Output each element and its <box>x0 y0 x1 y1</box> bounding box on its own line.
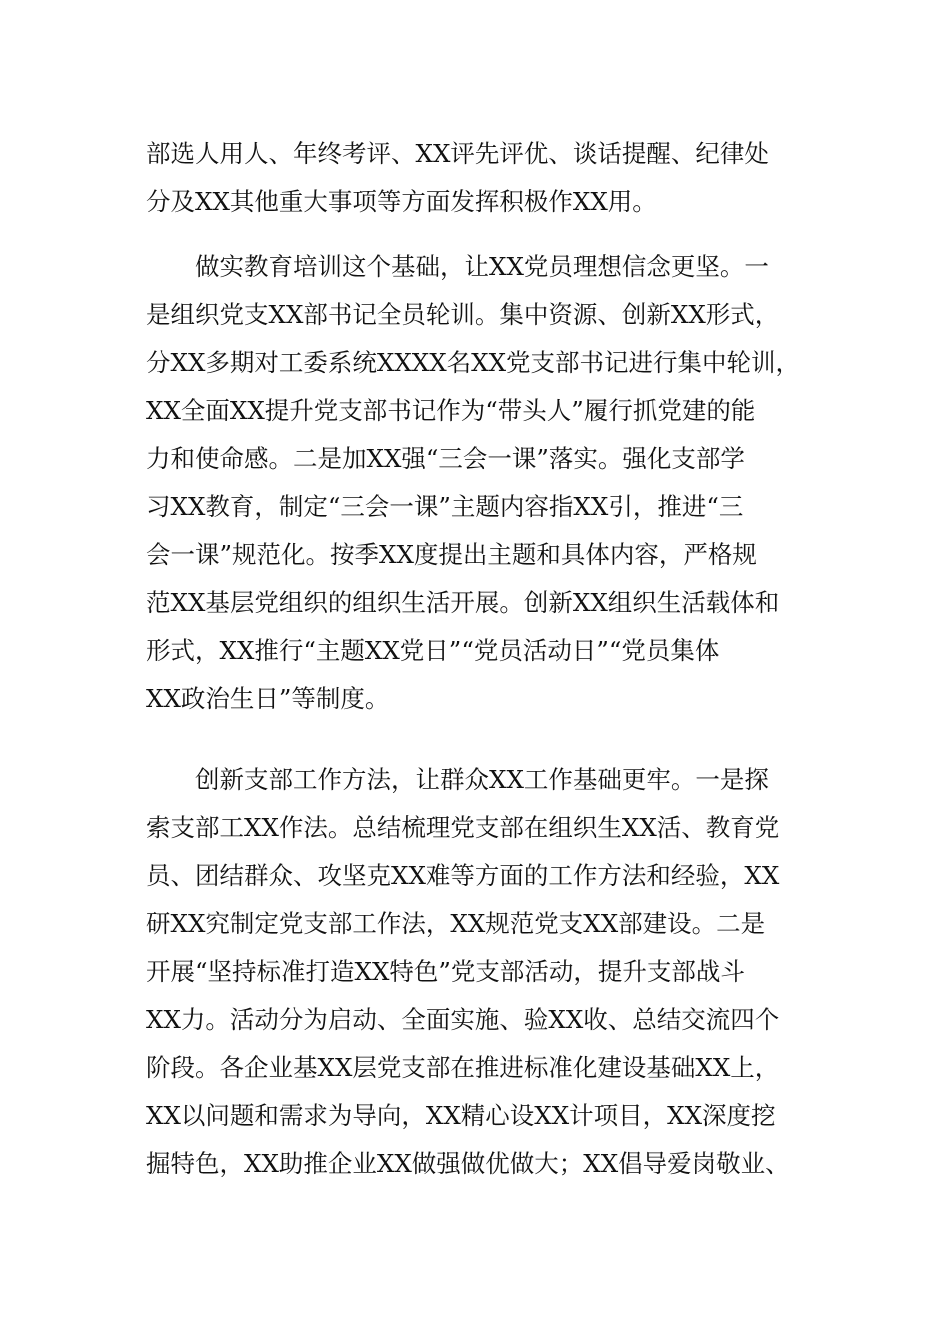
text-line: 范XX基层党组织的组织生活开展。创新XX组织生活载体和 <box>146 588 780 617</box>
text-line: 员、团结群众、攻坚克XX难等方面的工作方法和经验，XX <box>146 861 780 890</box>
text-line: 开展“坚持标准打造XX特色”党支部活动，提升支部战斗 <box>146 957 745 986</box>
text-line: 是组织党支XX部书记全员轮训。集中资源、创新XX形式， <box>146 300 780 329</box>
text-line: 创新支部工作方法，让群众XX工作基础更牢。一是探 <box>146 765 769 794</box>
text-line: 索支部工XX作法。总结梳理党支部在组织生XX活、教育党 <box>146 813 780 842</box>
paragraph-3 <box>146 756 816 1188</box>
text-line: 分及XX其他重大事项等方面发挥积极作XX用。 <box>146 187 657 216</box>
text-line: 研XX究制定党支部工作法，XX规范党支XX部建设。二是 <box>146 909 766 938</box>
text-line: 部选人用人、年终考评、XX评先评优、谈话提醒、纪律处 <box>146 139 769 168</box>
text-line: XX全面XX提升党支部书记作为“带头人”履行抓党建的能 <box>146 396 756 425</box>
text-line: 分XX多期对工委系统XXXX名XX党支部书记进行集中轮训， <box>146 348 801 377</box>
text-line: 力和使命感。二是加XX强“三会一课”落实。强化支部学 <box>146 444 745 473</box>
text-line: XX力。活动分为启动、全面实施、验XX收、总结交流四个 <box>146 1005 780 1034</box>
paragraph-2 <box>146 243 816 723</box>
text-line: 形式，XX推行“主题XX党日”“党员活动日”“党员集体 <box>146 636 720 665</box>
text-line: 掘特色，XX助推企业XX做强做优做大；XX倡导爱岗敬业、 <box>146 1149 790 1178</box>
text-line: XX以问题和需求为导向，XX精心设XX计项目，XX深度挖 <box>146 1101 776 1130</box>
text-line: XX政治生日”等制度。 <box>146 684 390 713</box>
text-line: 习XX教育，制定“三会一课”主题内容指XX引，推进“三 <box>146 492 744 521</box>
text-line: 会一课”规范化。按季XX度提出主题和具体内容，严格规 <box>146 540 757 569</box>
paragraph-1 <box>146 130 816 226</box>
text-line: 阶段。各企业基XX层党支部在推进标准化建设基础XX上， <box>146 1053 780 1082</box>
text-line: 做实教育培训这个基础，让XX党员理想信念更坚。一 <box>146 252 769 281</box>
